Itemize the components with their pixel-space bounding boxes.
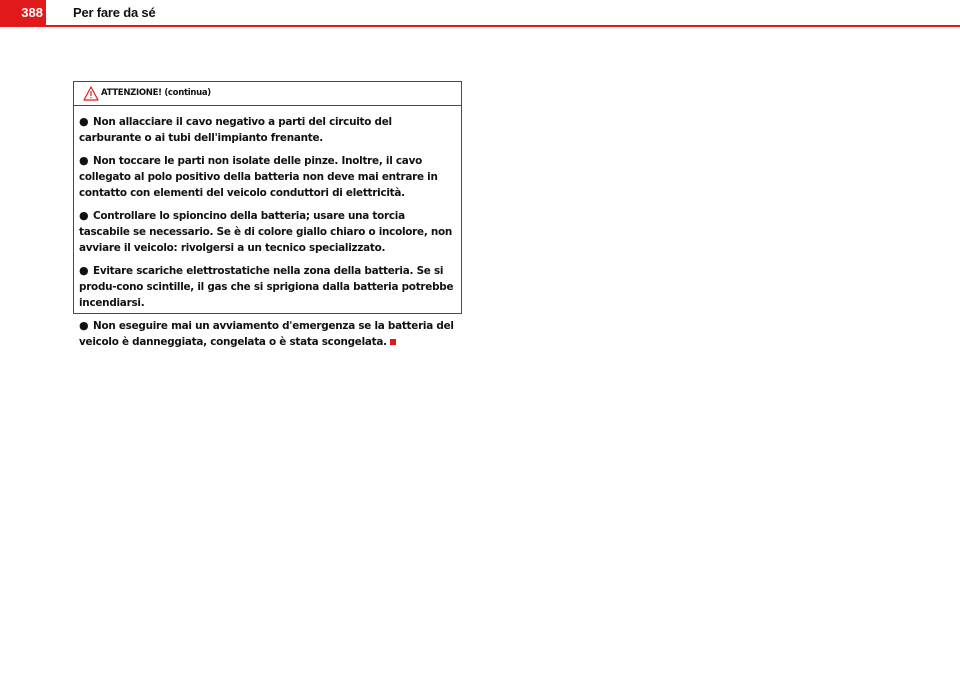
warning-item (79, 263, 455, 311)
bullet-icon: ● (79, 115, 89, 128)
bullet-icon: ● (79, 209, 89, 222)
warning-item-text: Evitare scariche elettrostatiche nella zona della batteria. Se si produ-cono scintille, il gas che si sprigiona dalla batteria potrebbe incendiarsi. (79, 265, 454, 309)
bullet-icon: ● (79, 264, 89, 277)
warning-item-text: Non toccare le parti non isolate delle pinze. Inoltre, il cavo collegato al polo positivo della batteria non deve mai entrare in contatto con elementi del veicolo conduttori di elettricità. (79, 155, 438, 199)
bullet-icon: ● (79, 154, 89, 167)
warning-item (79, 208, 455, 256)
warning-item-text: Non eseguire mai un avviamento d'emergenza se la batteria del veicolo è danneggiata, congelata o è stata scongelata. (79, 320, 454, 348)
warning-box (73, 81, 462, 348)
warning-item-text: Controllare lo spioncino della batteria; usare una torcia tascabile se necessario. Se è di colore giallo chiaro o incolore, non avviare il veicolo: rivolgersi a un tecnico specializzato. (79, 210, 453, 254)
warning-item (79, 318, 455, 350)
warning-header (74, 82, 461, 106)
warning-items (74, 106, 461, 350)
end-of-section-icon (390, 339, 396, 345)
warning-item (79, 153, 455, 201)
warning-title: ATTENZIONE! (continua) (101, 88, 211, 98)
page-header (0, 0, 960, 27)
warning-item-text: Non allacciare il cavo negativo a parti del circuito del carburante o ai tubi dell'impianto frenante. (79, 116, 392, 144)
header-rule (0, 25, 960, 27)
page-number: 388 (0, 0, 46, 25)
warning-item (79, 114, 455, 146)
warning-triangle-icon (83, 86, 99, 101)
bullet-icon: ● (79, 319, 89, 332)
chapter-title: Per fare da sé (73, 5, 156, 20)
